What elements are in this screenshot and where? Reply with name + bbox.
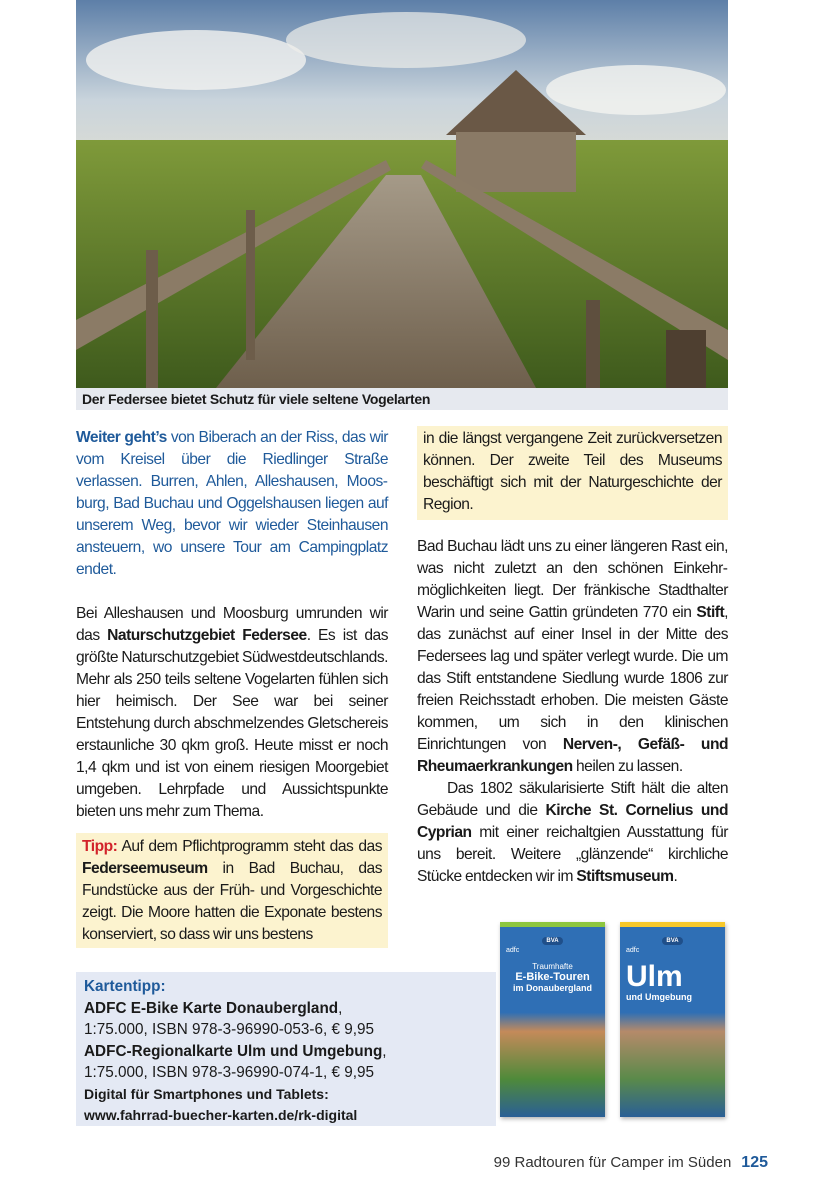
text: Bei Alleshausen und Moosburg umrunden wir das [76,605,388,644]
map1-name: ADFC E-Bike Karte Donaubergland [84,999,339,1017]
text: , das zunächst auf einer Insel in der Mitte des Federsees lag und später verlegt wurde. Die um das Stift entstandene Siedlung wurde 1806 zur freien Reichsstadt erhoben. Die meisten Gäste kommen, um sich in den klinischen Einrichtungen von [417,604,728,753]
photo-caption: Der Federsee bietet Schutz für viele seltene Vogelarten [76,388,728,410]
right-column [417,426,728,888]
book-title: 99 Radtouren für Camper im Süden [493,1154,732,1171]
left-column [76,427,388,948]
adfc-logo: adfc [626,947,640,954]
cover-title-line: im Donaubergland [512,983,592,993]
text: in Bad Buchau, das Fundstücke aus der Früh- und Vorgeschichte zeigt. Die Moore hatten die Exponate bestens konserviert, so dass wir uns bestens [82,860,382,943]
text: Auf dem Pflichtprogramm steht das das [117,838,382,855]
text: Das 1802 säkularisierte Stift hält die alten Gebäude und die [417,780,728,819]
text: mit einer reichaltgien Ausstattung für uns bereit. Weitere „glänzende“ kirchliche Stücke entdecken wir im [417,824,728,885]
bad-buchau-paragraph [417,536,728,778]
text: . [673,868,678,885]
intro-paragraph [76,427,388,581]
map2-details: 1:75.000, ISBN 978-3-96990-074-1, € 9,95 [84,1064,374,1081]
boardwalk-photo [76,0,728,388]
bva-badge: BVA [662,937,682,945]
cover-title-line: Traumhafte [532,962,573,971]
cover-title-line: E-Bike-Touren [515,971,590,983]
text-bold: Nerven-, Gefäß- und Rheumaerkrankungen [417,736,729,775]
text: . Es ist das größte Naturschutzgebiet Südwestdeutschlands. Mehr als 250 teils seltene Vogelarten fühlen sich hier heimisch. Der See war bei seiner Entstehung durch abschmelzendes Gletschereis erstaunliche 30 qkm groß. Heute misst er noch 1,4 qkm und ist von einem riesigen Moorgebiet umgeben. Lehrpfade und Aussichtspunkte bieten uns mehr zum Thema. [76,627,388,820]
bva-badge: BVA [542,937,562,945]
digital-label: Digital für Smartphones und Tablets: [84,1085,329,1102]
federsee-boardwalk-image [76,0,728,388]
cover-title-line: und Umgebung [626,992,692,1002]
page-number: 125 [741,1154,768,1171]
intro-text: von Biberach an der Riss, das wir vom Kreisel über die Riedlinger Straße verlassen. Burren, Ahlen, Alleshausen, Moosburg, Bad Buchau und Oggelshausen liegen auf unserem Weg, bevor wir wieder Steinhausen ansteuern, wo unsere Tour am Campingplatz endet. [76,429,388,578]
kartentipp-box [76,972,496,1126]
map1-details: 1:75.000, ISBN 978-3-96990-053-6, € 9,95 [84,1021,374,1038]
map-cover-donaubergland [500,922,605,1117]
comma: , [382,1042,387,1060]
tipp-box-continued: in die längst vergangene Zeit zurückversetzen können. Der zweite Teil des Museums beschäftigt sich mit der Naturgeschichte der Region. [417,426,728,520]
digital-url[interactable]: www.fahrrad-buecher-karten.de/rk-digital [84,1107,358,1123]
text: heilen zu lassen. [572,758,683,775]
text-bold: Stift [696,604,725,621]
text-bold: Naturschutzgebiet Federsee [107,627,307,644]
church-paragraph [417,778,728,888]
kartentipp-title: Kartentipp: [84,978,166,995]
intro-lead: Weiter geht’s [76,429,167,446]
tipp-label: Tipp: [82,838,118,855]
page-footer [494,1154,768,1172]
text-bold: Federseemuseum [82,860,208,877]
cover-title-line: Ulm [626,960,683,993]
nature-reserve-paragraph [76,603,388,823]
adfc-logo: adfc [506,947,520,954]
map-cover-ulm [620,922,725,1117]
comma: , [338,999,343,1017]
text-bold: Kirche St. Cornelius und Cyprian [417,802,728,841]
text: Bad Buchau lädt uns zu einer längeren Rast ein, was nicht zuletzt an den schönen Einkehrmöglichkeiten liegt. Der fränkische Stadthalter Warin und seine Gattin gründeten 770 ein [417,538,728,621]
tipp-box [76,833,388,948]
map2-name: ADFC-Regionalkarte Ulm und Umgebung [84,1042,383,1060]
text-bold: Stiftsmuseum [576,868,674,885]
